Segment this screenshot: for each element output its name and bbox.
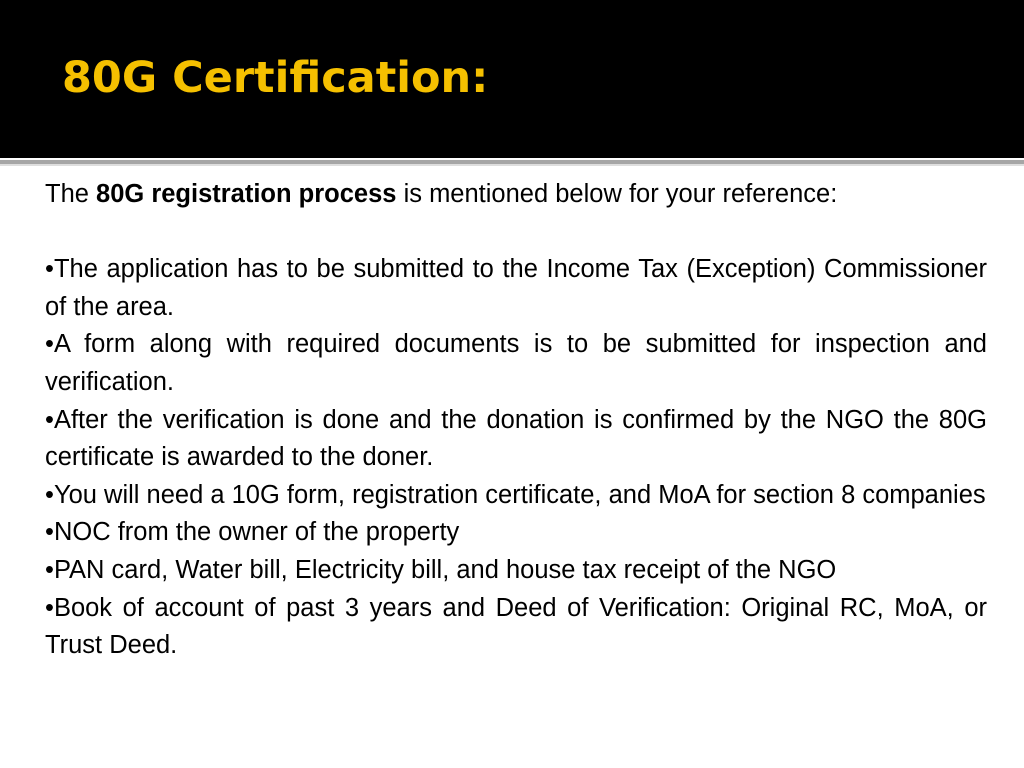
intro-bold: 80G registration process: [96, 180, 397, 208]
bullet-icon: •: [45, 480, 54, 509]
bullet-icon: •: [45, 255, 54, 284]
bullet-text: PAN card, Water bill, Electricity bill, and house tax receipt of the NGO: [53, 555, 837, 584]
bullet-icon: •: [45, 555, 54, 584]
bullet-item: [45, 477, 987, 515]
bullet-text: A form along with required documents is to be submitted for inspection and verification.: [45, 330, 987, 396]
bullet-item: [45, 552, 987, 590]
bullet-icon: •: [45, 518, 54, 547]
bullet-text: After the verification is done and the donation is confirmed by the NGO the 80G certificate is awarded to the doner.: [45, 405, 987, 472]
bullet-icon: •: [45, 330, 54, 359]
bullet-text: The application has to be submitted to the Income Tax (Exception) Commissioner of the area.: [45, 255, 987, 321]
intro-suffix: is mentioned below for your reference:: [396, 180, 838, 208]
header-divider-highlight: [0, 164, 1024, 166]
title-banner: [0, 0, 1024, 158]
intro-text: [45, 176, 987, 214]
bullet-item: [45, 326, 987, 401]
intro-prefix: The: [45, 180, 97, 208]
bullet-text: NOC from the owner of the property: [53, 518, 460, 547]
bullet-icon: •: [45, 593, 54, 622]
bullet-item: [45, 514, 987, 552]
bullet-icon: •: [45, 405, 54, 434]
bullet-text: You will need a 10G form, registration certificate, and MoA for section 8 companies: [53, 480, 986, 509]
slide-body: [45, 176, 987, 665]
slide-title: 80G Certification:: [62, 53, 489, 103]
bullet-item: [45, 590, 987, 665]
bullet-item: [45, 251, 987, 326]
bullet-list: [45, 251, 987, 665]
bullet-text: Book of account of past 3 years and Deed of Verification: Original RC, MoA, or Trust Deed.: [45, 593, 987, 660]
bullet-item: [45, 402, 987, 477]
